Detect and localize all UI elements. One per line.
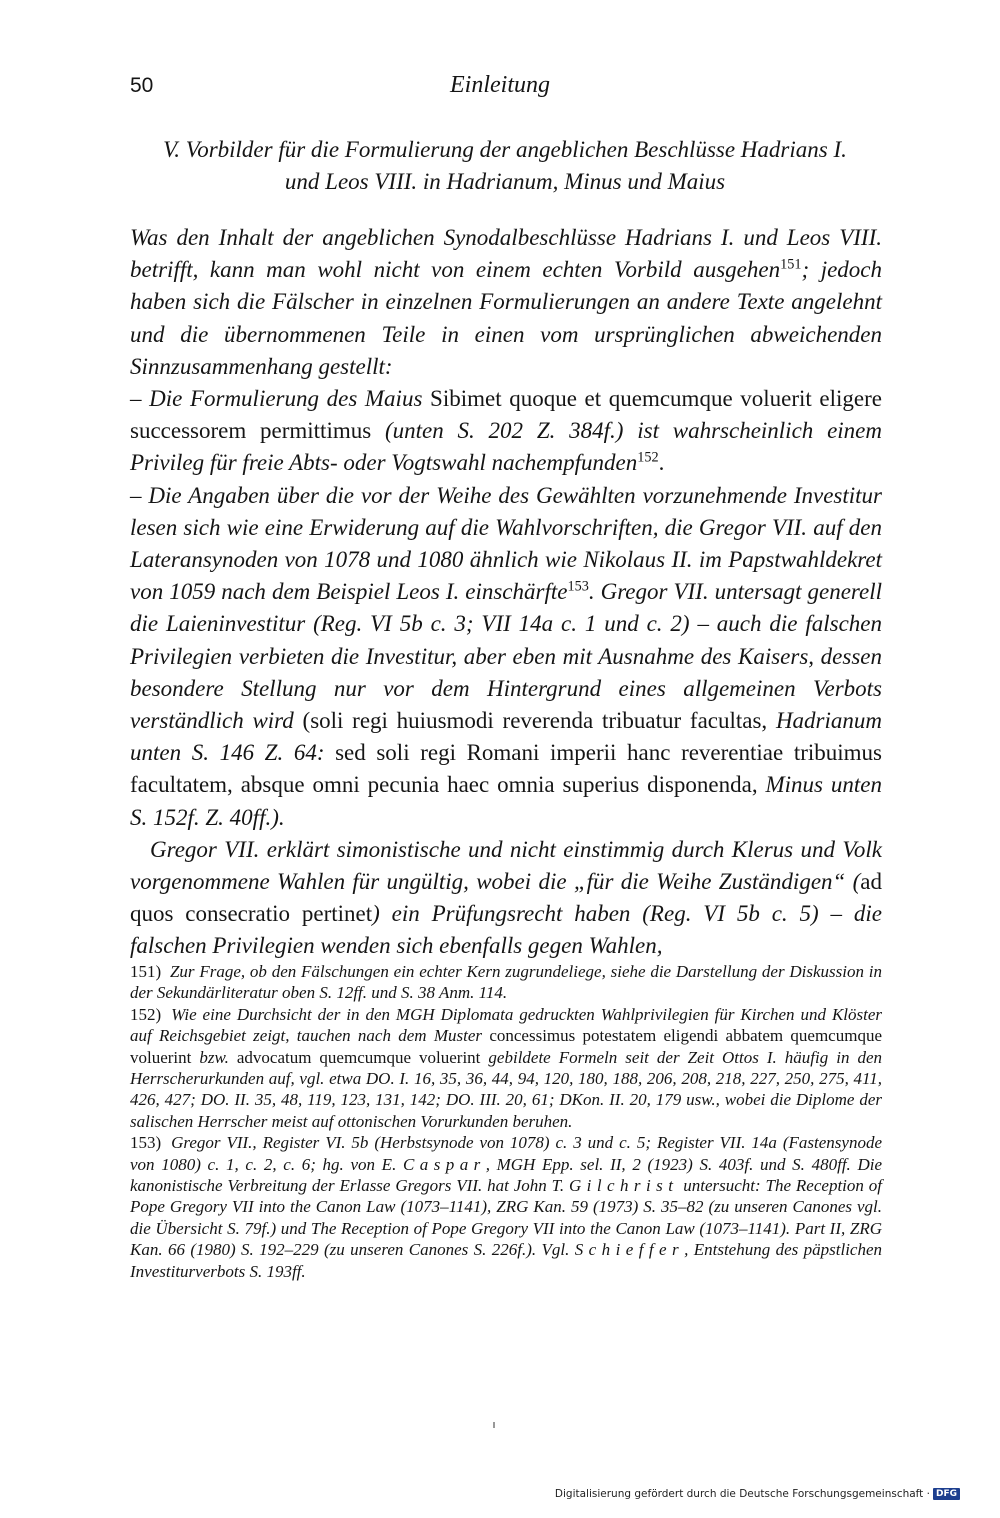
digitization-credit [555,1488,960,1500]
section-heading [128,134,882,198]
body-text [130,222,882,963]
paragraph-maius-text-c: (unten S. 202 Z. 384f.) ist wahrscheinlich einem Privileg für freie Abts- oder Vogtswahl nachempfunden [130,418,882,476]
author-schieffer: Schieffer [574,1240,685,1260]
latin-quote-maius: Sibimet quoque et quemcumque voluerit eligere successorem permittimus [130,386,882,444]
footnote-153-text-a: Gregor VII., Register VI. 5b (Herbstsynode von 1078) c. 3 und c. 5; Register VII. 14a (Fastensynode von 1080) c. 1, c. 2, c. 6; hg. von E. [130,1133,882,1174]
print-mark [493,1422,495,1428]
footnote-number-151: 151) [130,962,162,981]
footnote-153-text-d: , Entstehung des päpstlichen Investiturverbots S. 193ff. [130,1240,883,1281]
page-number: 50 [130,74,154,97]
credit-text: Digitalisierung gefördert durch die Deutsche Forschungsgemeinschaft · [554,1488,930,1500]
footnote-number-152: 152) [130,1004,162,1024]
footnote-152-text-a: Wie eine Durchsicht der in den MGH Diplomata gedruckten Wahlprivilegien für Kirchen und Klöster auf Reichsgebiet zeigt, tauchen nach dem Muster [130,1004,883,1046]
paragraph-investitur-text-a: – Die Angaben über die vor der Weihe des Gewählten vorzunehmende Investitur lesen sich wie eine Erwiderung auf die Wahlvorschriften, die Gregor VII. auf den Lateransynoden von 1078 und 1080 ähnlich wie Nikolaus II. im Papstwahldekret von 1059 nach dem Beispiel Leos I. einschärfte [130,482,882,605]
dfg-logo-icon: DFG [933,1488,960,1500]
paragraph-gregor-text-a: Gregor VII. erklärt simonistische und nicht einstimmig durch Klerus und Volk vorgenommene Wahlen für ungültig, wobei die „für die Weihe Zuständigen“ ( [130,836,882,895]
author-gilchrist: Gilchrist [568,1176,679,1196]
paragraph-intro [130,222,882,383]
paragraph-intro-text-a: Was den Inhalt der angeblichen Synodalbeschlüsse Hadrians I. und Leos VIII. betrifft, kann man wohl nicht von einem echten Vorbild ausgehen [130,225,882,283]
footnote-152-latin-b: advocatum quemcumque voluerint [228,1047,489,1067]
footnote-ref-153[interactable]: 153 [567,578,589,595]
paragraph-gregor [130,834,882,963]
author-caspar: Caspar [402,1154,486,1174]
paragraph-maius [130,383,882,480]
footnote-153-text-b: , MGH Epp. sel. II, 2 (1923) S. 403f. und S. 480ff. Die kanonistische Verbreitung der Erlasse Gregors VII. hat John T. [130,1154,883,1196]
footnote-152-text-e: gebildete Formeln seit der Zeit Ottos I. häufig in den Herrscherurkunden auf, vgl. etwa DO. I. 16, 35, 36, 44, 94, 120, 180, 188, 206, 208, 218, 227, 250, 275, 411, 426, 427; DO. II. 35, 48, 119, 123, 131, 142; DO. III. 20, 61; DKon. II. 20, 179 usw., wobei die Diplome der salischen Herrscher meist auf ottonischen Vorurkunden beruhen. [130,1047,883,1131]
footnote-text-151: Zur Frage, ob den Fälschungen ein echter Kern zugrundeliege, siehe die Darstellung der Diskussion in der Sekundärliteratur oben S. 12ff. und S. 38 Anm. 114. [130,962,882,1003]
section-heading-line-1: V. Vorbilder für die Formulierung der angeblichen Beschlüsse Hadrians I. [163,137,847,162]
latin-quote-romani-imperii: sed soli regi Romani imperii hanc reverentiae tribuimus facultatem, absque omni pecunia haec omnia superius disponenda, [130,740,882,798]
footnote-ref-152[interactable]: 152 [637,449,659,466]
footnote-151 [130,961,882,1004]
paragraph-intro-text-b: ; jedoch haben sich die Fälscher in einzelnen Formulierungen an andere Texte angelehnt und die übernommenen Teile in einen vom ursprünglichen abweichenden Sinnzusammenhang gestellt: [130,257,883,379]
footnotes [130,961,882,1282]
paragraph-investitur [130,480,882,834]
paragraph-maius-text-a: – Die Formulierung des Maius [130,386,423,412]
reference-hadrianum: Hadrianum unten S. 146 Z. 64: [130,708,882,766]
paragraph-gregor-text-c: ) ein Prüfungsrecht haben (Reg. VI 5b c. 5) – die falschen Privilegien wenden sich ebenfalls gegen Wahlen, [130,901,882,959]
footnote-153 [130,1132,882,1282]
section-heading-line-2: und Leos VIII. in Hadrianum, Minus und Maius [284,169,726,194]
latin-quote-consecratio: ad quos consecratio pertinet [130,869,882,927]
running-title: Einleitung [450,72,550,98]
reference-minus: Minus unten S. 152f. Z. 40ff.). [130,772,883,830]
footnote-152-latin-a: concessimus potestatem eligendi abbatem quemcumque voluerint [130,1026,882,1067]
latin-quote-soli-regi: (soli regi huiusmodi reverenda tribuatur facultas, [293,708,776,734]
footnote-152-text-c: bzw. [199,1047,229,1067]
paragraph-maius-text-d: . [658,450,665,476]
footnote-152 [130,1004,882,1132]
paragraph-investitur-text-b: . Gregor VII. untersagt generell die Laieninvestitur (Reg. VI 5b c. 3; VII 14a c. 1 und c. 2) – auch die falschen Privilegien verbieten die Investitur, aber eben mit Ausnahme des Kaisers, dessen besondere Stellung nur vor dem Hintergrund eines allgemeinen Verbots verständlich wird [130,579,882,734]
footnote-153-text-c: untersucht: The Reception of Pope Gregory VII into the Canon Law (1073–1141), ZRG Kan. 59 (1973) S. 35–82 (zu unseren Canones vgl. die Übersicht S. 79f.) und The Reception of Pope Gregory VII into the Canon Law (1073–1141). Part II, ZRG Kan. 66 (1980) S. 192–229 (zu unseren Canones S. 226f.). Vgl. [130,1176,882,1260]
footnote-ref-151[interactable]: 151 [780,256,802,273]
footnote-number-153: 153) [130,1133,162,1153]
